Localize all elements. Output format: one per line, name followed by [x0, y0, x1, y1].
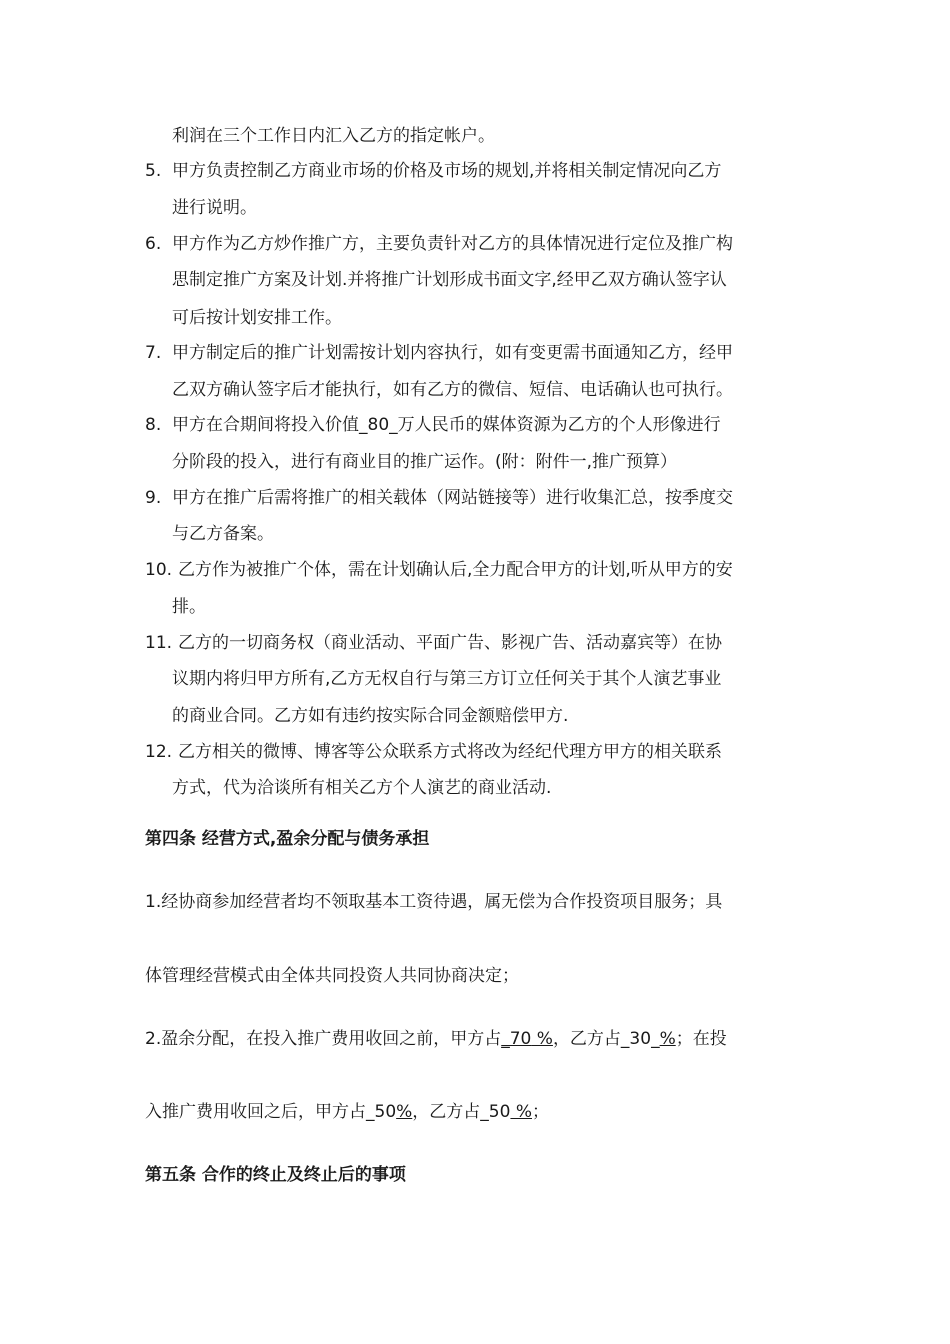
text-run: %: [531, 1029, 553, 1049]
text-line: 方式，代为洽谈所有相关乙方个人演艺的商业活动.: [172, 778, 552, 798]
text-line: 利润在三个工作日内汇入乙方的指定帐户。: [172, 126, 495, 146]
profit-split-line-2: [145, 1100, 549, 1124]
item-text: 甲方制定后的推广计划需按计划内容执行，如有变更需书面通知乙方，经甲: [172, 343, 733, 363]
item-number: 7.: [145, 343, 162, 363]
list-item-6: [145, 232, 733, 256]
text-run: %: [396, 1102, 413, 1122]
text-run: ，乙方占_30_: [552, 1029, 660, 1049]
text-run: 投入推广费用: [263, 1029, 366, 1049]
item-number: 6.: [145, 234, 162, 254]
item-text: 乙方的一切商务权（商业活动、平面广告、影视广告、活动嘉宾等）在协: [178, 633, 722, 653]
list-item-12: [145, 740, 722, 764]
item-number: 12.: [145, 742, 173, 762]
text-run: 入推广费用: [145, 1102, 230, 1122]
item-text: 乙方相关的微博、博客等公众联系方式将改为经纪代理方甲方的相关联系: [178, 742, 722, 762]
text-line: 的商业合同。乙方如有违约按实际合同金额赔偿甲方.: [172, 706, 569, 726]
text-line: 排。: [172, 597, 206, 617]
paragraph-line: 体管理经营模式由全体共同投资人共同协商决定；: [145, 966, 519, 986]
text-run: 投: [709, 1029, 727, 1049]
text-run: ，乙方占_50: [412, 1102, 511, 1122]
text-line: 可后按计划安排工作。: [172, 308, 342, 328]
profit-split-line-1: [145, 1027, 727, 1051]
list-item-10: [145, 558, 733, 582]
item-number: 9.: [145, 488, 162, 508]
item-number: 5.: [145, 161, 162, 181]
item-number: 10.: [145, 560, 173, 580]
list-item-8: [145, 413, 721, 437]
text-run: 2.盈余分配，在: [145, 1029, 264, 1049]
text-run: ；: [532, 1102, 549, 1122]
list-item-9: [145, 486, 733, 510]
text-run: _70: [501, 1029, 532, 1049]
item-text: 甲方在推广后需将推广的相关载体（网站链接等）进行收集汇总，按季度交: [172, 488, 733, 508]
section-heading-5: 第五条 合作的终止及终止后的事项: [145, 1165, 406, 1185]
text-run: 方占: [467, 1029, 502, 1049]
text-run: 收回之前，甲: [365, 1029, 468, 1049]
item-text: 甲方在合期间将投入价值_80_万人民币的媒体资源为乙方的个人形像进行: [172, 415, 721, 435]
text-line: 与乙方备案。: [172, 524, 274, 544]
text-line: 进行说明。: [172, 198, 257, 218]
text-line: 分阶段的投入，进行有商业目的推广运作。(附：附件一,推广预算）: [172, 452, 678, 472]
section-heading-4: 第四条 经营方式,盈余分配与债务承担: [145, 829, 430, 849]
text-run: %: [659, 1029, 676, 1049]
item-text: 甲方负责控制乙方商业市场的价格及市场的规划,并将相关制定情况向乙方: [172, 161, 722, 181]
text-line: 思制定推广方案及计划.并将推广计划形成书面文字,经甲乙双方确认签字认: [172, 270, 727, 290]
item-number: 8.: [145, 415, 162, 435]
list-item-7: [145, 341, 733, 365]
paragraph-line: 1.经协商参加经营者均不领取基本工资待遇，属无偿为合作投资项目服务；具: [145, 892, 723, 912]
text-run: ；在: [675, 1029, 710, 1049]
item-text: 乙方作为被推广个体，需在计划确认后,全力配合甲方的计划,听从甲方的安: [178, 560, 733, 580]
text-line: 议期内将归甲方所有,乙方无权自行与第三方订立任何关于其个人演艺事业: [172, 669, 722, 689]
text-run: 收回之后，甲方占_50: [230, 1102, 397, 1122]
item-text: 甲方作为乙方炒作推广方，主要负责针对乙方的具体情况进行定位及推广构: [172, 234, 733, 254]
list-item-5: [145, 159, 721, 183]
text-run: %: [510, 1102, 532, 1122]
item-number: 11.: [145, 633, 173, 653]
list-item-11: [145, 631, 722, 655]
text-line: 乙双方确认签字后才能执行，如有乙方的微信、短信、电话确认也可执行。: [172, 380, 733, 400]
